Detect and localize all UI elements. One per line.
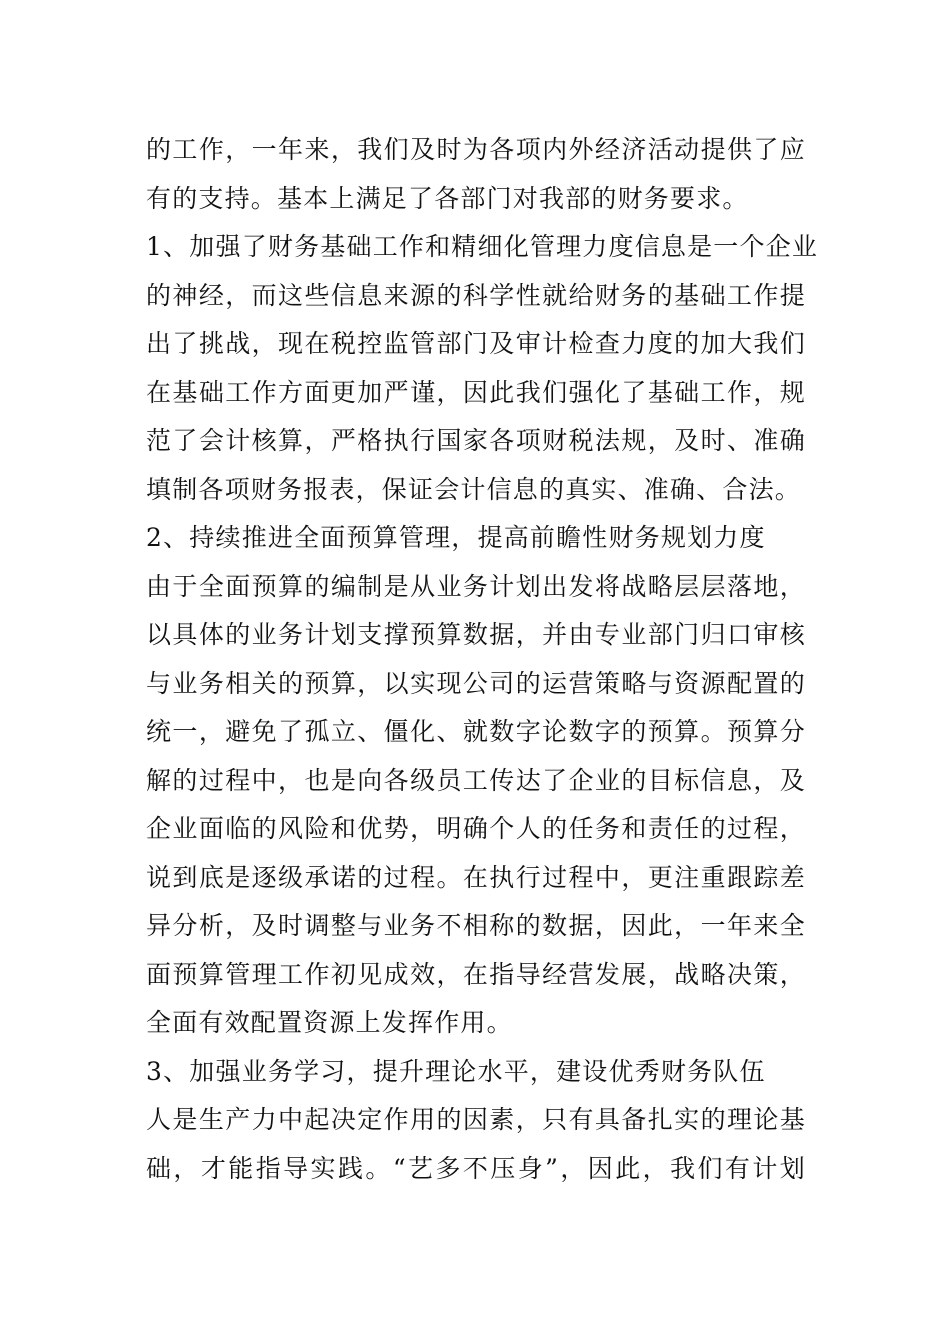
text-line: 的神经，而这些信息来源的科学性就给财务的基础工作提 xyxy=(146,280,806,310)
text-line: 出了挑战，现在税控监管部门及审计检查力度的加大我们 xyxy=(146,329,806,358)
text-line: 填制各项财务报表，保证会计信息的真实、准确、合法。 xyxy=(146,474,802,504)
text-line: 的工作，一年来，我们及时为各项内外经济活动提供了应 xyxy=(146,135,806,164)
text-line: 2、持续推进全面预算管理，提高前瞻性财务规划力度 xyxy=(146,523,766,552)
text-line: 全面有效配置资源上发挥作用。 xyxy=(146,1008,513,1037)
text-line: 由于全面预算的编制是从业务计划出发将战略层层落地， xyxy=(146,571,806,601)
text-line: 以具体的业务计划支撑预算数据，并由专业部门归口审核 xyxy=(146,620,806,649)
text-line: 企业面临的风险和优势，明确个人的任务和责任的过程， xyxy=(146,814,806,843)
text-line: 人是生产力中起决定作用的因素，只有具备扎实的理论基 xyxy=(146,1105,806,1134)
text-line: 说到底是逐级承诺的过程。在执行过程中，更注重跟踪差 xyxy=(146,862,806,892)
text-line: 范了会计核算，严格执行国家各项财税法规，及时、准确 xyxy=(146,426,806,455)
text-line: 统一，避免了孤立、僵化、就数字论数字的预算。预算分 xyxy=(146,717,806,746)
text-line: 有的支持。基本上满足了各部门对我部的财务要求。 xyxy=(146,183,749,213)
text-line: 3、加强业务学习，提升理论水平，建设优秀财务队伍 xyxy=(146,1056,766,1086)
text-line: 1、加强了财务基础工作和精细化管理力度信息是一个企业 xyxy=(146,232,819,261)
document-body xyxy=(146,126,819,1193)
text-line: 在基础工作方面更加严谨，因此我们强化了基础工作，规 xyxy=(146,377,806,407)
text-line: 异分析，及时调整与业务不相称的数据，因此，一年来全 xyxy=(146,911,806,940)
text-line: 与业务相关的预算，以实现公司的运营策略与资源配置的 xyxy=(146,668,806,698)
text-line: 面预算管理工作初见成效，在指导经营发展，战略决策， xyxy=(146,959,806,989)
text-line: 解的过程中，也是向各级员工传达了企业的目标信息，及 xyxy=(146,765,806,795)
text-line: 础，才能指导实践。“艺多不压身”，因此，我们有计划 xyxy=(146,1153,806,1183)
